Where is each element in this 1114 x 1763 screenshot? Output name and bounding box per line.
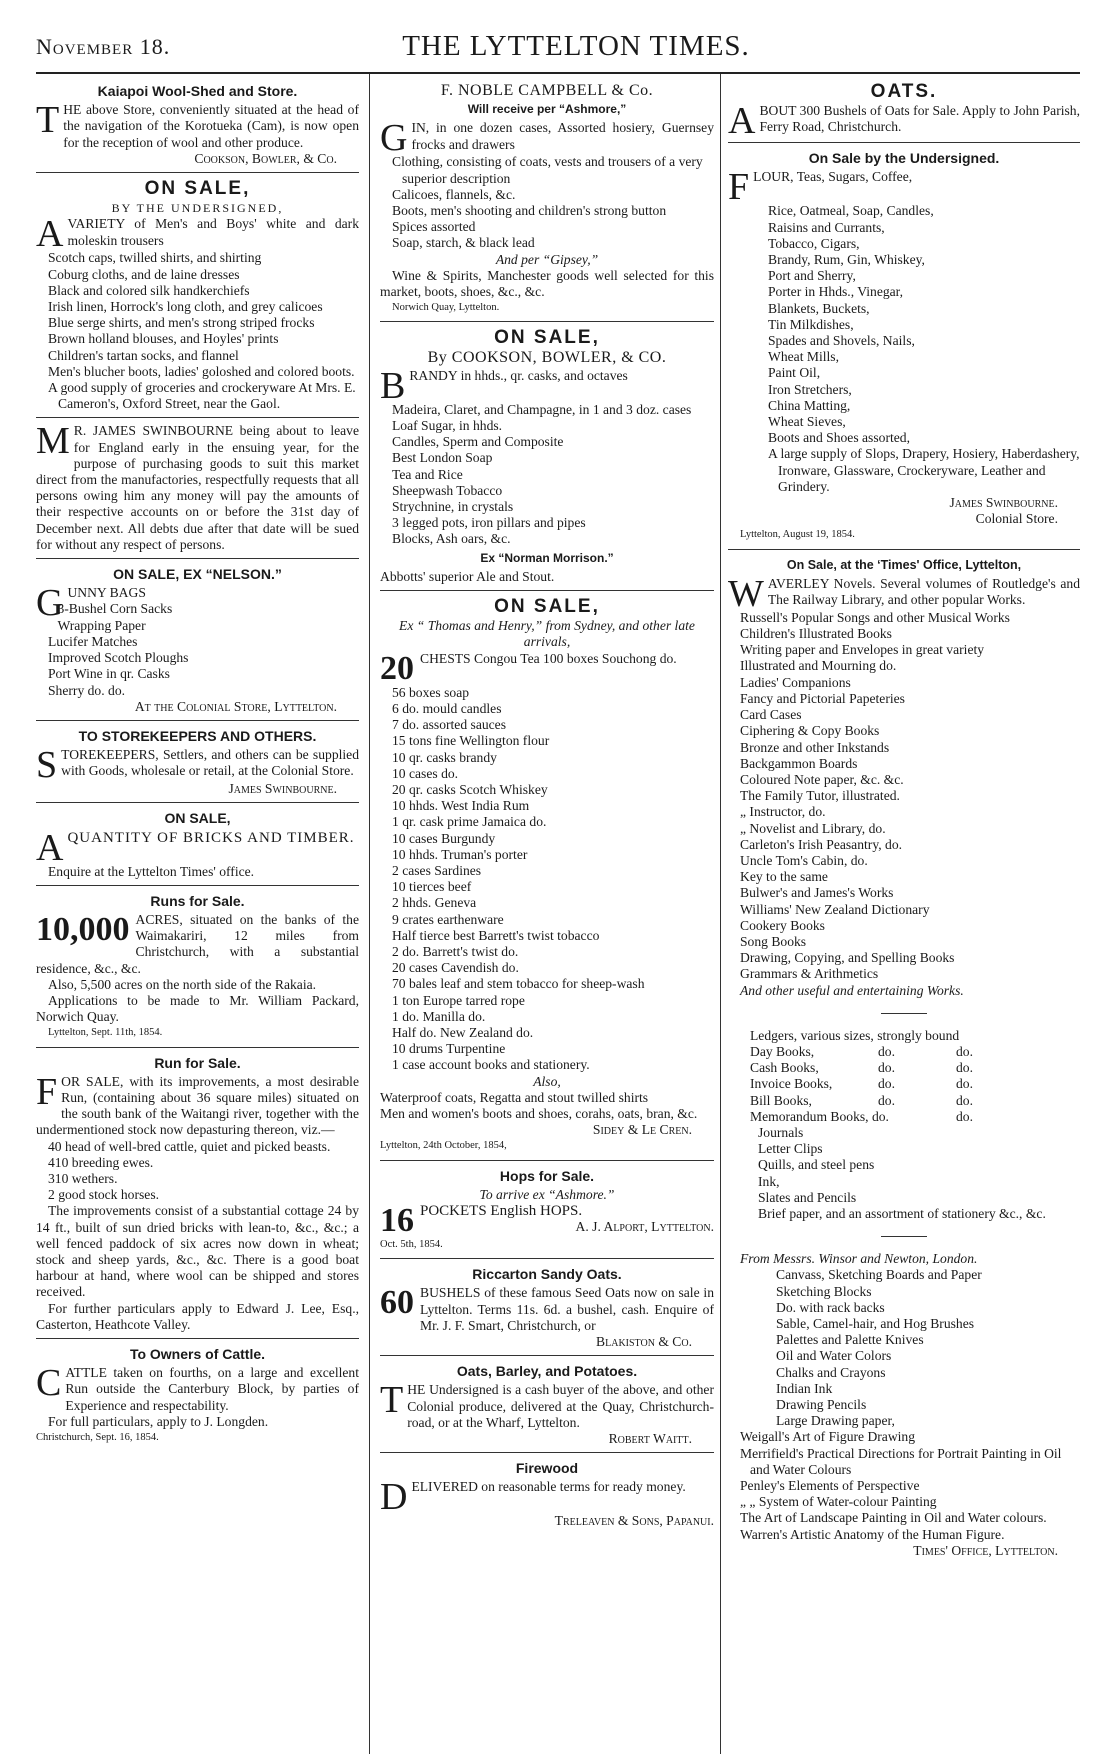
ad-lead: POCKETS English HOPS. xyxy=(420,1202,583,1219)
drop-cap: F xyxy=(36,1070,58,1113)
table-cell: Memorandum Books, do. xyxy=(750,1108,889,1124)
ad-nelson xyxy=(36,563,359,721)
table-cell: do. xyxy=(956,1043,973,1059)
item-list xyxy=(728,1429,1080,1542)
list-item: Tin Milkdishes, xyxy=(768,316,854,332)
drop-cap: M xyxy=(36,420,70,463)
list-item: Port and Sherry, xyxy=(768,268,856,284)
ad-signature: A. J. Alport, Lyttelton. xyxy=(575,1219,714,1235)
ad-title: Riccarton Sandy Oats. xyxy=(472,1266,622,1283)
list-item: „ Instructor, do. xyxy=(740,804,826,820)
list-item: 2 good stock horses. xyxy=(48,1187,160,1203)
item-list xyxy=(728,1267,1080,1429)
ad-gipsey: And per “Gipsey,” xyxy=(495,251,599,267)
ad-date: Lyttelton, August 19, 1854. xyxy=(740,529,855,541)
list-item: Tobacco, Cigars, xyxy=(768,235,860,251)
list-item: Grammars & Arithmetics xyxy=(740,966,879,982)
list-item: Ciphering & Copy Books xyxy=(740,723,880,739)
list-item: Wrapping Paper xyxy=(57,617,146,633)
table-cell: Bill Books, xyxy=(750,1092,812,1108)
list-item: A large supply of Slops, Drapery, Hosiery, Haberdashery, Ironware, Glassware, Crockeryware, Leather and Grindery. xyxy=(768,446,1080,494)
list-item: Do. with rack backs xyxy=(776,1299,885,1315)
list-item: Wheat Sieves, xyxy=(768,414,846,430)
ad-date: Oct. 5th, 1854. xyxy=(380,1238,443,1250)
table-cell: do. xyxy=(878,1092,895,1108)
ad-title: ON SALE, EX “NELSON.” xyxy=(113,566,282,583)
drop-cap: G xyxy=(380,117,408,160)
ad-kaiapoi xyxy=(36,80,359,173)
ad-lead: IN, in one dozen cases, Assorted hosiery, Guernsey frocks and drawers xyxy=(411,120,714,152)
list-item: 2 hhds. Geneva xyxy=(392,895,477,911)
table-cell: do. xyxy=(956,1076,973,1092)
list-item: A good supply of groceries and crockeryware At Mrs. E. Cameron's, Oxford Street, near the Gaol. xyxy=(48,380,356,412)
ad-lead: VARIETY of Men's and Boys' white and dark moleskin trousers xyxy=(67,216,359,248)
list-item: 15 tons fine Wellington flour xyxy=(392,733,550,749)
list-item: Brown holland blouses, and Hoyles' prints xyxy=(48,331,279,347)
drop-cap: T xyxy=(380,1379,404,1422)
item-list xyxy=(380,402,714,548)
ad-paragraph: Wine & Spirits, Manchester goods well selected for this market, boots, shoes, &c., &c. xyxy=(380,267,714,300)
drop-cap: S xyxy=(36,744,58,787)
ad-body: ATTLE taken on fourths, on a large and excellent Run outside the Canterbury Block, by parties of Experience and respectability. xyxy=(65,1365,359,1413)
ad-signature: James Swinbourne. xyxy=(228,781,337,797)
ad-paragraph: Men and women's boots and shoes, corahs, oats, bran, &c. xyxy=(380,1105,698,1121)
ad-lead: LOUR, Teas, Sugars, Coffee, xyxy=(753,169,913,185)
ad-body: HE Undersigned is a cash buyer of the above, and other Colonial produce, delivered at the Quay, Christchurch-road, or at the Wharf, Lyttelton. xyxy=(407,1382,714,1430)
table-cell: do. xyxy=(956,1108,973,1124)
ad-runs xyxy=(36,890,359,1048)
ad-signature: At the Colonial Store, Lyttelton. xyxy=(134,698,337,714)
ad-title: Oats, Barley, and Potatoes. xyxy=(456,1363,638,1380)
list-item: Weigall's Art of Figure Drawing xyxy=(740,1429,916,1445)
column-divider-2 xyxy=(720,74,721,1754)
table-cell: do. xyxy=(956,1092,973,1108)
list-item: Scotch caps, twilled shirts, and shirting xyxy=(48,250,262,266)
list-item: 1 case account books and stationery. xyxy=(392,1057,590,1073)
list-item: Song Books xyxy=(740,933,807,949)
ad-paragraph: Applications to be made to Mr. William Packard, Norwich Quay. xyxy=(36,992,359,1025)
ad-paragraph: The improvements consist of a substantial cottage 24 by 14 ft., built of sun dried bricks with lean-to, &c., &c.; a well fenced paddock of six acres now down in wheat; stock and sheep yards, &c., &c. There is a good boat harbour at hand, where wool can be shipped and stores received. xyxy=(36,1203,359,1300)
short-divider xyxy=(881,1013,927,1014)
list-item: Children's Illustrated Books xyxy=(740,626,892,642)
ad-body: ACRES, situated on the banks of the Waimakariri, 12 miles from Christchurch, with a substantial residence, &c., &c. xyxy=(36,911,359,976)
ad-hops xyxy=(380,1165,714,1260)
ad-title: OATS. xyxy=(870,81,938,102)
ad-date: Lyttelton, Sept. 11th, 1854. xyxy=(48,1027,163,1039)
list-item: Chalks and Crayons xyxy=(776,1364,886,1380)
list-item: 10 drums Turpentine xyxy=(392,1041,506,1057)
list-item: Carleton's Irish Peasantry, do. xyxy=(740,836,903,852)
list-item: 10 hhds. West India Rum xyxy=(392,798,530,814)
item-list xyxy=(728,203,1080,495)
table-cell: do. xyxy=(878,1060,895,1076)
ad-cookson xyxy=(380,326,714,591)
list-item: Penley's Elements of Perspective xyxy=(740,1478,920,1494)
ad-subtitle: To arrive ex “Ashmore.” xyxy=(479,1186,615,1202)
newspaper-title: THE LYTTELTON TIMES. xyxy=(402,30,750,62)
list-item: Rice, Oatmeal, Soap, Candles, xyxy=(768,203,934,219)
list-item: Palettes and Palette Knives xyxy=(776,1332,924,1348)
ad-number: 10,000 xyxy=(36,910,130,948)
list-item: Paint Oil, xyxy=(768,365,821,381)
list-item: Williams' New Zealand Dictionary xyxy=(740,901,930,917)
list-item: 410 breeding ewes. xyxy=(48,1154,154,1170)
list-item: The Art of Landscape Painting in Oil and Water colours. xyxy=(740,1510,1047,1526)
list-item: Drawing Pencils xyxy=(776,1397,867,1413)
item-list xyxy=(36,601,359,698)
issue-date: November 18. xyxy=(36,34,171,59)
drop-cap: T xyxy=(36,99,60,142)
list-item: 40 head of well-bred cattle, quiet and picked beasts. xyxy=(48,1138,331,1154)
ad-paragraph: Waterproof coats, Regatta and stout twilled shirts xyxy=(380,1089,649,1105)
list-item: Letter Clips xyxy=(758,1141,823,1157)
list-item: Fancy and Pictorial Papeteries xyxy=(740,690,905,706)
ad-title: F. NOBLE CAMPBELL & Co. xyxy=(440,82,654,99)
list-item: Key to the same xyxy=(740,869,828,885)
list-item: 1 ton Europe tarred rope xyxy=(392,992,525,1008)
ad-number: 16 xyxy=(380,1201,414,1239)
ad-body: HE above Store, conveniently situated at the head of the navigation of the Korotueka (Cam), is now open for the reception of wool and other produce. xyxy=(63,102,359,150)
list-item: Bronze and other Inkstands xyxy=(740,739,890,755)
list-item: Boots and Shoes assorted, xyxy=(768,430,910,446)
ad-signature: Sidey & Le Cren. xyxy=(592,1122,692,1138)
list-item: Iron Stretchers, xyxy=(768,381,852,397)
ad-title: ON SALE, xyxy=(164,810,231,827)
list-item: Oil and Water Colors xyxy=(776,1348,892,1364)
list-item: Calicoes, flannels, &c. xyxy=(392,186,516,202)
drop-cap: A xyxy=(728,100,756,143)
ad-storekeepers xyxy=(36,725,359,803)
ad-title: Run for Sale. xyxy=(154,1054,241,1071)
ad-title: On Sale, at the ‘Times' Office, Lyttelton, xyxy=(786,557,1022,572)
column-1 xyxy=(36,80,359,1750)
list-item: Loaf Sugar, in hhds. xyxy=(392,418,503,434)
list-item: Ladies' Companions xyxy=(740,674,851,690)
list-item: Children's tartan socks, and flannel xyxy=(48,347,239,363)
list-item: Spices assorted xyxy=(392,219,476,235)
list-item: Candles, Sperm and Composite xyxy=(392,434,564,450)
list-item: Brief paper, and an assortment of stationery &c., &c. xyxy=(758,1205,1046,1221)
list-item: Writing paper and Envelopes in great variety xyxy=(740,642,985,658)
ad-number: 60 xyxy=(380,1284,414,1322)
ad-signature: James Swinbourne. xyxy=(949,495,1058,511)
list-item: 20 qr. casks Scotch Whiskey xyxy=(392,781,548,797)
item-list xyxy=(380,154,714,251)
ad-body: OR SALE, with its improvements, a most desirable Run, (containing about 36 square miles) situated on the south bank of the Waitangi river, together with the undermentioned stock now depasturing thereon, viz.— xyxy=(36,1073,359,1138)
list-item: Uncle Tom's Cabin, do. xyxy=(740,852,868,868)
list-item: Sheepwash Tobacco xyxy=(392,482,503,498)
ad-paragraph: For further particulars apply to Edward J. Lee, Esq., Casterton, Heathcote Valley. xyxy=(36,1300,359,1332)
list-item: Half do. New Zealand do. xyxy=(392,1024,534,1040)
drop-cap: D xyxy=(380,1476,408,1519)
item-list xyxy=(728,610,1080,983)
list-item: 2 do. Barrett's twist do. xyxy=(392,943,519,959)
ad-title: TO STOREKEEPERS AND OTHERS. xyxy=(78,727,317,744)
table-cell: Day Books, xyxy=(750,1043,815,1059)
list-item: Half tierce best Barrett's twist tobacco xyxy=(392,927,600,943)
list-item: Slates and Pencils xyxy=(758,1189,857,1205)
list-item: 9 crates earthenware xyxy=(392,911,504,927)
list-item: Illustrated and Mourning do. xyxy=(740,658,897,674)
column-3 xyxy=(728,80,1080,1750)
ad-body: TOREKEEPERS, Settlers, and others can be supplied with Goods, wholesale or retail, at the Colonial Store. xyxy=(61,747,359,779)
ad-oats xyxy=(728,80,1080,143)
list-item: 3 legged pots, iron pillars and pipes xyxy=(392,515,586,531)
list-item: Blue serge shirts, and men's strong striped frocks xyxy=(48,315,315,331)
ad-undersigned xyxy=(728,147,1080,549)
list-item: Warren's Artistic Anatomy of the Human Figure. xyxy=(740,1526,1005,1542)
list-item: 1 do. Manilla do. xyxy=(392,1008,486,1024)
drop-cap: A xyxy=(36,826,64,869)
list-item: Canvass, Sketching Boards and Paper xyxy=(776,1267,982,1283)
ad-subtitle: Will receive per “Ashmore,” xyxy=(467,102,627,117)
list-item: Men's blucher boots, ladies' goloshed and colored boots. xyxy=(48,363,355,379)
ad-signature-2: Colonial Store. xyxy=(975,511,1058,527)
ad-sidey xyxy=(380,595,714,1161)
drop-cap: W xyxy=(728,572,764,615)
ad-signature: Blakiston & Co. xyxy=(596,1334,692,1349)
ad-body: R. JAMES SWINBOURNE being about to leave for England early in the ensuing year, for the purpose of purchasing goods to suit this market direct from the manufactories, respectfully requests that all persons owing him any money will pay the amounts of their respective accounts on or before the 31st day of December next. All debts due after that date will be sued for without any respect of persons. xyxy=(36,423,359,552)
list-item: Ink, xyxy=(758,1173,780,1189)
list-item: 10 cases Burgundy xyxy=(392,830,496,846)
list-item: Brandy, Rum, Gin, Whiskey, xyxy=(768,252,925,268)
ad-signature: Times' Office, Lyttelton. xyxy=(913,1542,1058,1558)
table-cell: do. xyxy=(956,1060,973,1076)
list-item: Port Wine in qr. Casks xyxy=(48,666,170,682)
list-item: Coloured Note paper, &c. &c. xyxy=(740,771,904,787)
list-item: Sketching Blocks xyxy=(776,1283,872,1299)
header-rule xyxy=(36,72,1080,74)
list-item: 6 do. mould candles xyxy=(392,700,502,716)
list-item: Russell's Popular Songs and other Musical Works xyxy=(740,609,1010,625)
list-item: Improved Scotch Ploughs xyxy=(48,650,189,666)
table-cell: do. xyxy=(878,1076,895,1092)
ad-date: Lyttelton, 24th October, 1854, xyxy=(380,1140,507,1152)
list-item: „ Novelist and Library, do. xyxy=(740,820,886,836)
list-item: Raisins and Currants, xyxy=(768,219,885,235)
ad-title: On Sale by the Undersigned. xyxy=(808,150,1000,167)
ad-signature: Treleaven & Sons, Papanui. xyxy=(554,1513,714,1529)
winsor-heading: From Messrs. Winsor and Newton, London. xyxy=(740,1251,978,1267)
ad-other-works: And other useful and entertaining Works. xyxy=(740,982,964,998)
list-item: Cookery Books xyxy=(740,917,825,933)
table-cell: Cash Books, xyxy=(750,1060,819,1076)
page-header xyxy=(36,30,1080,68)
ad-title: Firewood xyxy=(515,1460,579,1477)
list-item: Blankets, Buckets, xyxy=(768,300,870,316)
list-item: 10 hhds. Truman's porter xyxy=(392,846,528,862)
item-list xyxy=(36,250,359,412)
ad-onsale-cameron xyxy=(36,177,359,418)
ad-lead: RANDY in hhds., qr. casks, and octaves xyxy=(409,367,628,383)
list-item: 310 wethers. xyxy=(48,1170,118,1186)
list-item: Journals xyxy=(758,1124,804,1140)
ad-title: Kaiapoi Wool-Shed and Store. xyxy=(97,83,298,99)
list-item: Merrifield's Practical Directions for Portrait Painting in Oil and Water Colours xyxy=(740,1445,1062,1477)
ad-body: BOUT 300 Bushels of Oats for Sale. Apply to John Parish, Ferry Road, Christchurch. xyxy=(759,103,1080,135)
list-item: Black and colored silk handkerchiefs xyxy=(48,282,250,298)
list-item: Best London Soap xyxy=(392,450,493,466)
ad-subtitle: By COOKSON, BOWLER, & CO. xyxy=(427,348,667,366)
list-item: 3-Bushel Corn Sacks xyxy=(57,601,173,617)
ad-signature: Robert Waitt. xyxy=(608,1431,692,1447)
ad-cattle xyxy=(36,1343,359,1451)
list-item: 10 cases do. xyxy=(392,765,459,781)
ad-firewood xyxy=(380,1457,714,1534)
list-item: Soap, starch, & black lead xyxy=(392,235,535,251)
ad-swinbourne-notice xyxy=(36,422,359,559)
list-item: 56 boxes soap xyxy=(392,684,470,700)
ad-date: Norwich Quay, Lyttelton. xyxy=(392,302,500,314)
ad-title: ON SALE, xyxy=(144,178,251,200)
list-item: Strychnine, in crystals xyxy=(392,499,514,515)
list-item: 2 cases Sardines xyxy=(392,862,482,878)
list-item: Indian Ink xyxy=(776,1380,833,1396)
drop-cap: F xyxy=(728,166,750,209)
ad-last-line: Abbotts' superior Ale and Stout. xyxy=(380,568,555,584)
list-item: 10 tierces beef xyxy=(392,879,472,895)
list-item: 70 bales leaf and stem tobacco for sheep-wash xyxy=(392,976,645,992)
list-item: 20 cases Cavendish do. xyxy=(392,960,519,976)
column-2 xyxy=(380,80,714,1750)
list-item: Clothing, consisting of coats, vests and trousers of a very superior description xyxy=(392,154,703,186)
ad-title: ON SALE, xyxy=(494,327,600,349)
ad-body: QUANTITY OF BRICKS AND TIMBER. xyxy=(67,829,355,846)
item-list xyxy=(380,685,714,1074)
drop-cap: C xyxy=(36,1362,62,1405)
ad-also: Also, xyxy=(533,1073,561,1089)
item-list xyxy=(36,1139,359,1204)
list-item: Drawing, Copying, and Spelling Books xyxy=(740,950,955,966)
ad-number: 20 xyxy=(380,649,414,687)
list-item: China Matting, xyxy=(768,397,851,413)
ad-subtitle: BY THE UNDERSIGNED, xyxy=(111,201,284,216)
list-item: Porter in Hhds., Vinegar, xyxy=(768,284,904,300)
books-table xyxy=(728,1044,1080,1125)
drop-cap: A xyxy=(36,213,64,256)
table-cell: do. xyxy=(878,1043,895,1059)
list-item: Sable, Camel-hair, and Hog Brushes xyxy=(776,1316,975,1331)
list-item: Large Drawing paper, xyxy=(776,1413,895,1429)
list-item: Spades and Shovels, Nails, xyxy=(768,333,915,349)
list-item: Bulwer's and James's Works xyxy=(740,885,894,901)
drop-cap: B xyxy=(380,364,406,407)
ad-paragraph: For full particulars, apply to J. Longden. xyxy=(48,1413,269,1429)
ad-signature: Cookson, Bowler, & Co. xyxy=(194,150,337,166)
column-divider-1 xyxy=(369,74,370,1754)
ad-note: Enquire at the Lyttelton Times' office. xyxy=(48,863,255,879)
ad-paragraph: Also, 5,500 acres on the north side of the Rakaia. xyxy=(48,976,317,992)
table-cell: Invoice Books, xyxy=(750,1076,833,1092)
list-item: Lucifer Matches xyxy=(48,633,138,649)
ad-title: Runs for Sale. xyxy=(150,892,245,909)
list-item: Tea and Rice xyxy=(392,466,463,482)
ad-date: Christchurch, Sept. 16, 1854. xyxy=(36,1432,159,1444)
list-item: Wheat Mills, xyxy=(768,349,839,365)
list-item: Irish linen, Horrock's long cloth, and grey calicoes xyxy=(48,299,323,315)
ad-bricks xyxy=(36,807,359,885)
ad-title: ON SALE, xyxy=(494,596,600,618)
list-item: 1 qr. cask prime Jamaica do. xyxy=(392,814,547,830)
item-list xyxy=(728,1125,1080,1222)
ad-lead: AVERLEY Novels. Several volumes of Routledge's and The Railway Library, and other popular Works. xyxy=(767,575,1080,608)
ad-ex-ship: Ex “Norman Morrison.” xyxy=(480,550,614,565)
list-item: Card Cases xyxy=(740,707,802,723)
ad-body: ELIVERED on reasonable terms for ready money. xyxy=(411,1479,686,1495)
short-divider xyxy=(881,1236,927,1237)
ad-campbell xyxy=(380,80,714,322)
list-item: Quills, and steel pens xyxy=(758,1157,875,1173)
drop-cap: G xyxy=(36,582,64,625)
list-item: 7 do. assorted sauces xyxy=(392,717,507,733)
list-item: Boots, men's shooting and children's strong button xyxy=(392,203,667,219)
list-item: „ „ System of Water-colour Painting xyxy=(740,1494,937,1510)
ad-body: BUSHELS of these famous Seed Oats now on sale in Lyttelton. Terms 11s. 6d. a bushel, cash. Enquire of Mr. J. F. Smart, Christchurch, or xyxy=(420,1285,714,1333)
list-item: Blocks, Ash oars, &c. xyxy=(392,531,511,547)
list-item: Coburg cloths, and de laine dresses xyxy=(48,266,240,282)
list-item: Madeira, Claret, and Champagne, in 1 and 3 doz. cases xyxy=(392,401,692,417)
ad-subtitle: Ex “ Thomas and Henry,” from Sydney, and other late arrivals, xyxy=(399,618,695,650)
ad-run-waitangi xyxy=(36,1052,359,1339)
ad-lead: CHESTS Congou Tea 100 boxes Souchong do. xyxy=(420,650,677,666)
ledgers-line: Ledgers, various sizes, strongly bound xyxy=(750,1027,960,1043)
ad-title: Hops for Sale. xyxy=(499,1167,595,1184)
list-item: Sherry do. do. xyxy=(48,682,126,698)
list-item: The Family Tutor, illustrated. xyxy=(740,788,900,804)
ad-riccarton xyxy=(380,1263,714,1356)
list-item: 10 qr. casks brandy xyxy=(392,749,497,765)
ad-lead: UNNY BAGS xyxy=(67,585,146,601)
ad-title: To Owners of Cattle. xyxy=(129,1346,266,1362)
ad-waitt xyxy=(380,1360,714,1453)
ad-times-office xyxy=(728,554,1080,1564)
list-item: Backgammon Boards xyxy=(740,755,858,771)
